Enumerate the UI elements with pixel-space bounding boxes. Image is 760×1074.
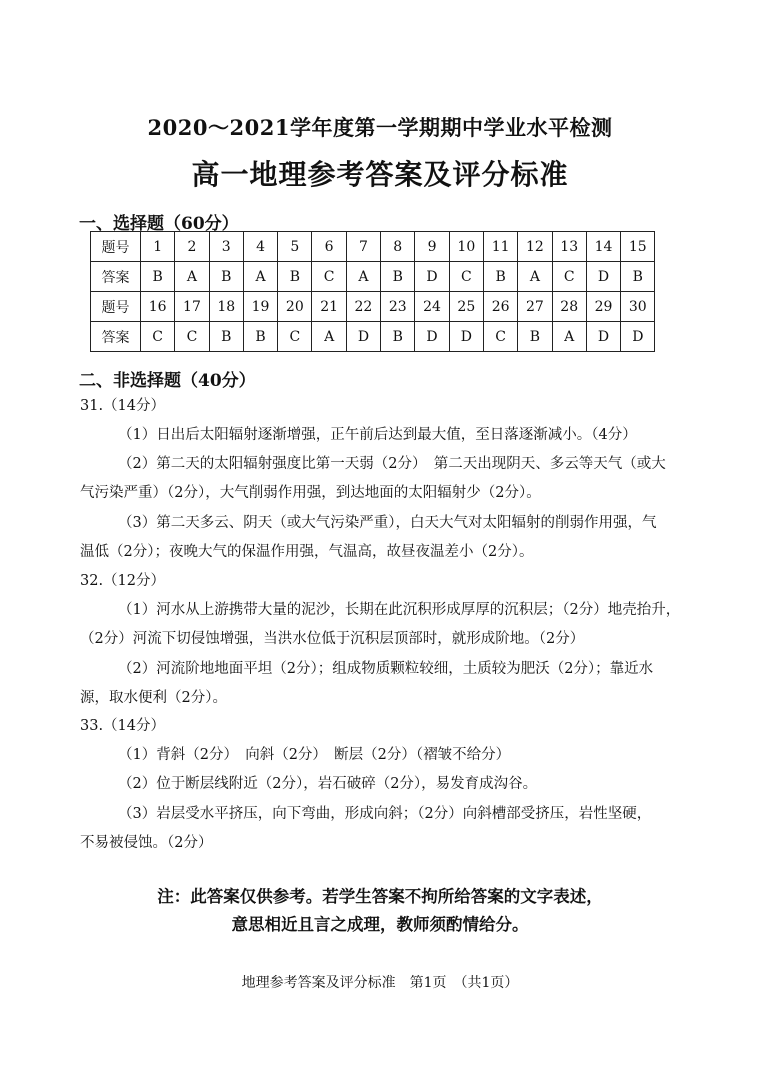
table-row-label: 题号	[91, 232, 141, 262]
table-cell: 30	[621, 292, 655, 322]
table-row	[91, 322, 655, 352]
section-heading-nonchoice: 二、非选择题（40分）	[79, 371, 256, 391]
page-footer: 地理参考答案及评分标准 第1页 （共1页）	[241, 975, 519, 991]
table-cell: C	[278, 322, 312, 352]
table-cell: A	[243, 262, 277, 292]
answer-31-2-line2: 气污染严重）（2分），大气削弱作用强，到达地面的太阳辐射少（2分）。	[80, 485, 541, 501]
table-cell: 18	[209, 292, 243, 322]
table-cell: 7	[346, 232, 380, 262]
answer-31-2-line1: （2）第二天的太阳辐射强度比第一天弱（2分） 第二天出现阴天、多云等天气（或大	[118, 456, 666, 472]
table-cell: 28	[552, 292, 586, 322]
table-cell: D	[621, 322, 655, 352]
answer-table	[90, 231, 655, 352]
table-cell: D	[415, 262, 449, 292]
table-cell: C	[483, 322, 517, 352]
table-cell: 23	[381, 292, 415, 322]
table-cell: A	[346, 262, 380, 292]
table-cell: D	[415, 322, 449, 352]
answer-33-3-line2: 不易被侵蚀。（2分）	[80, 835, 213, 851]
question-31-heading: 31.（14分）	[80, 398, 166, 414]
table-cell: 8	[381, 232, 415, 262]
table-cell: 3	[209, 232, 243, 262]
table-cell: 20	[278, 292, 312, 322]
answer-32-2-line1: （2）河流阶地地面平坦（2分）；组成物质颗粒较细，土质较为肥沃（2分）；靠近水	[118, 661, 654, 677]
note-line-2: 意思相近且言之成理，教师须酌情给分。	[231, 915, 529, 934]
table-cell: D	[346, 322, 380, 352]
table-cell: 17	[175, 292, 209, 322]
table-cell: 22	[346, 292, 380, 322]
question-33-heading: 33.（14分）	[80, 718, 166, 734]
table-cell: D	[586, 322, 620, 352]
table-cell: C	[552, 262, 586, 292]
answer-31-3-line2: 温低（2分）；夜晚大气的保温作用强，气温高，故昼夜温差小（2分）。	[80, 544, 534, 560]
table-cell: C	[449, 262, 483, 292]
table-cell: 15	[621, 232, 655, 262]
table-cell: B	[209, 262, 243, 292]
table-cell: B	[621, 262, 655, 292]
table-cell: 11	[483, 232, 517, 262]
document-subtitle: 高一地理参考答案及评分标准	[191, 158, 569, 191]
table-cell: 27	[518, 292, 552, 322]
answer-33-2: （2）位于断层线附近（2分），岩石破碎（2分），易发育成沟谷。	[118, 776, 538, 792]
table-cell: C	[175, 322, 209, 352]
table-cell: 12	[518, 232, 552, 262]
table-cell: B	[381, 322, 415, 352]
table-cell: B	[381, 262, 415, 292]
table-cell: 25	[449, 292, 483, 322]
answer-31-1: （1）日出后太阳辐射逐渐增强，正午前后达到最大值，至日落逐渐减小。（4分）	[118, 427, 637, 443]
table-row	[91, 232, 655, 262]
table-cell: 29	[586, 292, 620, 322]
table-cell: B	[209, 322, 243, 352]
table-cell: 6	[312, 232, 346, 262]
table-cell: B	[518, 322, 552, 352]
note-line-1: 注：此答案仅供参考。若学生答案不拘所给答案的文字表述，	[157, 887, 603, 906]
table-cell: 1	[141, 232, 175, 262]
table-cell: 5	[278, 232, 312, 262]
answer-33-1: （1）背斜（2分） 向斜（2分） 断层（2分）（褶皱不给分）	[118, 747, 511, 763]
table-cell: 16	[141, 292, 175, 322]
table-cell: A	[552, 322, 586, 352]
table-cell: 9	[415, 232, 449, 262]
table-cell: A	[175, 262, 209, 292]
table-cell: C	[141, 322, 175, 352]
table-cell: A	[518, 262, 552, 292]
table-row-label: 题号	[91, 292, 141, 322]
table-cell: D	[449, 322, 483, 352]
table-row-label: 答案	[91, 322, 141, 352]
table-row	[91, 262, 655, 292]
answer-33-3-line1: （3）岩层受水平挤压，向下弯曲，形成向斜；（2分）向斜槽部受挤压，岩性坚硬，	[118, 806, 652, 822]
table-cell: C	[312, 262, 346, 292]
table-cell: B	[141, 262, 175, 292]
table-row	[91, 292, 655, 322]
table-cell: 2	[175, 232, 209, 262]
table-cell: 26	[483, 292, 517, 322]
answer-32-1-line2: （2分）河流下切侵蚀增强，当洪水位低于沉积层顶部时，就形成阶地。（2分）	[80, 631, 585, 647]
table-cell: D	[586, 262, 620, 292]
table-cell: 24	[415, 292, 449, 322]
table-cell: 13	[552, 232, 586, 262]
document-title: 2020～2021学年度第一学期期中学业水平检测	[147, 115, 613, 140]
answer-31-3-line1: （3）第二天多云、阴天（或大气污染严重），白天大气对太阳辐射的削弱作用强，气	[118, 515, 657, 531]
answer-32-1-line1: （1）河水从上游携带大量的泥沙，长期在此沉积形成厚厚的沉积层；（2分）地壳抬升，	[118, 602, 681, 618]
table-cell: 19	[243, 292, 277, 322]
table-row-label: 答案	[91, 262, 141, 292]
question-32-heading: 32.（12分）	[80, 573, 166, 589]
table-cell: B	[483, 262, 517, 292]
section-heading-choice: 一、选择题（60分）	[79, 214, 239, 234]
table-cell: B	[278, 262, 312, 292]
table-cell: 4	[243, 232, 277, 262]
table-cell: A	[312, 322, 346, 352]
answer-32-2-line2: 源，取水便利（2分）。	[80, 690, 227, 706]
table-cell: 21	[312, 292, 346, 322]
table-cell: 14	[586, 232, 620, 262]
table-cell: B	[243, 322, 277, 352]
table-cell: 10	[449, 232, 483, 262]
